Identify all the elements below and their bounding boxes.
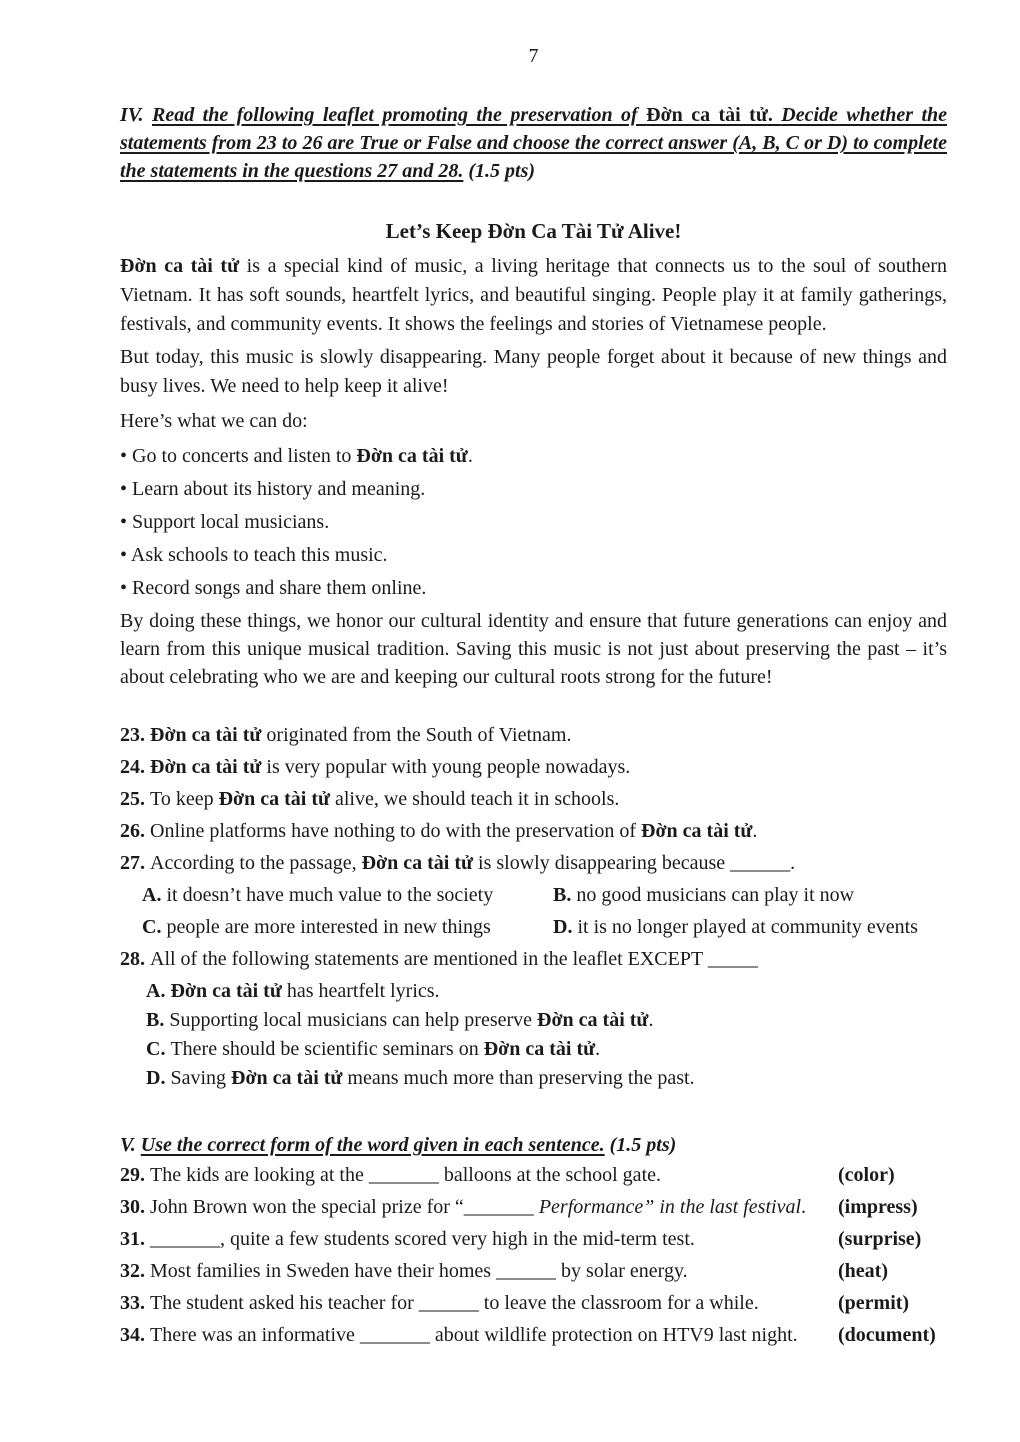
option-28-c: C. There should be scientific seminars on Đờn ca tài tử. — [146, 1038, 601, 1060]
section-iv-questions — [120, 721, 947, 1093]
word-form-sentence-32: 32. Most families in Sweden have their homes ______ by solar energy. — [120, 1260, 688, 1282]
section-v-heading: V. Use the correct form of the word given in each sentence. (1.5 pts) — [120, 1134, 677, 1156]
word-form-sentence-33: 33. The student asked his teacher for ______ to leave the classroom for a while. — [120, 1292, 759, 1314]
leaflet-bullet-list — [120, 442, 947, 603]
leaflet-paragraph-2: But today, this music is slowly disappearing. Many people forget about it because of new things and busy lives. We need to help keep it alive! — [120, 346, 947, 397]
option-28-a: A. Đờn ca tài tử has heartfelt lyrics. — [146, 980, 440, 1002]
word-form-row-33 — [120, 1289, 947, 1318]
word-form-sentence-34: 34. There was an informative _______ about wildlife protection on HTV9 last night. — [120, 1324, 798, 1346]
word-form-hint-32: (heat) — [838, 1260, 888, 1282]
bullet-item-1: • Go to concerts and listen to Đờn ca tài tử. — [120, 445, 473, 467]
option-27-b: B. no good musicians can play it now — [553, 884, 855, 906]
question-28: 28. All of the following statements are mentioned in the leaflet EXCEPT _____ — [120, 948, 758, 970]
question-27: 27. According to the passage, Đờn ca tài tử is slowly disappearing because ______. — [120, 852, 796, 874]
leaflet-paragraph-1: Đờn ca tài tử is a special kind of music, a living heritage that connects us to the soul of southern Vietnam. It has soft sounds, heartfelt lyrics, and beautiful singing. People play it at family gatherings, festivals, and community events. It shows the feelings and stories of Vietnamese people. — [120, 255, 947, 335]
section-iv-heading: IV. Read the following leaflet promoting the preservation of Đờn ca tài tử. Decide whether the statements from 23 to 26 are True or False and choose the correct answer (A, B, C or D) to complete the statements in the questions 27 and 28. (1.5 pts) — [120, 104, 947, 182]
page-number: 7 — [528, 45, 539, 67]
word-form-row-32 — [120, 1257, 947, 1286]
word-form-sentence-29: 29. The kids are looking at the _______ balloons at the school gate. — [120, 1164, 661, 1186]
word-form-sentence-30: 30. John Brown won the special prize for “_______ Performance” in the last festival. — [120, 1196, 806, 1218]
word-form-hint-29: (color) — [838, 1164, 895, 1186]
question-26: 26. Online platforms have nothing to do with the preservation of Đờn ca tài tử. — [120, 820, 758, 842]
bullet-item-5: • Record songs and share them online. — [120, 577, 427, 599]
option-27-c: C. people are more interested in new things — [142, 916, 491, 938]
option-28-d: D. Saving Đờn ca tài tử means much more than preserving the past. — [146, 1067, 695, 1089]
word-form-row-31 — [120, 1225, 947, 1254]
question-23: 23. Đờn ca tài tử originated from the South of Vietnam. — [120, 724, 572, 746]
word-form-hint-30: (impress) — [838, 1196, 918, 1218]
word-form-hint-33: (permit) — [838, 1292, 910, 1314]
bullet-item-4: • Ask schools to teach this music. — [120, 544, 388, 566]
word-form-hint-31: (surprise) — [838, 1228, 922, 1250]
option-27-a: A. it doesn’t have much value to the society — [142, 884, 494, 906]
option-28-b: B. Supporting local musicians can help preserve Đờn ca tài tử. — [146, 1009, 654, 1031]
bullet-item-3: • Support local musicians. — [120, 511, 330, 533]
word-form-sentence-31: 31. _______, quite a few students scored very high in the mid-term test. — [120, 1228, 695, 1250]
word-form-row-34 — [120, 1321, 947, 1350]
word-form-hint-34: (document) — [838, 1324, 936, 1346]
bullet-item-2: • Learn about its history and meaning. — [120, 478, 426, 500]
word-form-row-29 — [120, 1161, 947, 1190]
word-form-row-30 — [120, 1193, 947, 1222]
question-25: 25. To keep Đờn ca tài tử alive, we should teach it in schools. — [120, 788, 620, 810]
leaflet-closing-paragraph: By doing these things, we honor our cultural identity and ensure that future generations can enjoy and learn from this unique musical tradition. Saving this music is not just about preserving the past – it’s about celebrating who we are and keeping our cultural roots strong for the future! — [120, 610, 947, 688]
question-24: 24. Đờn ca tài tử is very popular with young people nowadays. — [120, 756, 631, 778]
question-27-options-row-1 — [120, 881, 947, 910]
leaflet-paragraph-3: Here’s what we can do: — [120, 410, 308, 432]
option-27-d: D. it is no longer played at community events — [553, 916, 918, 938]
section-v — [120, 1131, 947, 1350]
leaflet — [120, 218, 947, 691]
leaflet-title: Let’s Keep Đờn Ca Tài Tử Alive! — [385, 219, 682, 243]
question-27-options-row-2 — [120, 913, 947, 942]
